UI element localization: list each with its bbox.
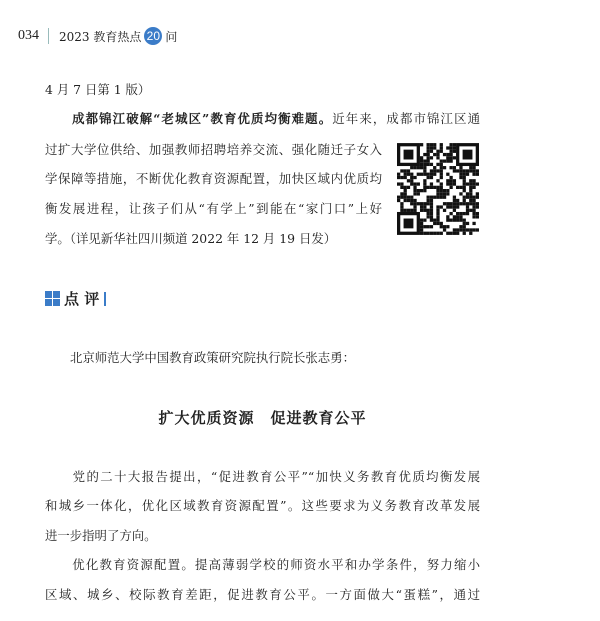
commentary-line: 优化教育资源配置。提高薄弱学校的师资水平和办学条件，努力缩小 xyxy=(45,557,480,572)
running-header xyxy=(18,26,177,46)
commentary-line: 进一步指明了方向。 xyxy=(45,528,157,543)
book-title-badge: 20 xyxy=(144,27,162,45)
commentary-author: 北京师范大学中国教育政策研究院执行院长张志勇： xyxy=(70,350,355,365)
news-line: 衡发展进程，让孩子们从“有学上”到能在“家门口”上好 xyxy=(45,201,382,216)
news-line: 过扩大学位供给、加强教师招聘培养交流、强化随迁子女入 xyxy=(45,142,382,157)
commentary-line: 区域、城乡、校际教育差距，促进教育公平。一方面做大“蛋糕”，通过 xyxy=(45,587,480,602)
news-line: 学保障等措施，不断优化教育资源配置，加快区域内优质均 xyxy=(45,171,382,186)
section-bar xyxy=(104,292,106,306)
news-line xyxy=(45,110,480,128)
book-title: 2023 教育热点 xyxy=(59,29,142,44)
commentary-title: 扩大优质资源 促进教育公平 xyxy=(158,409,367,427)
commentary-line: 党的二十大报告提出，“促进教育公平”“加快义务教育优质均衡发展 xyxy=(45,469,480,484)
page-number: 034 xyxy=(18,28,39,43)
grid-icon xyxy=(45,291,60,306)
news-text: 近年来，成都市锦江区通 xyxy=(332,111,481,126)
news-line: 4 月 7 日第 1 版） xyxy=(45,82,151,97)
qr-code-icon xyxy=(397,143,479,235)
news-line: 学。（详见新华社四川频道 2022 年 12 月 19 日发） xyxy=(45,231,337,246)
section-heading xyxy=(45,288,106,309)
section-label: 点 评 xyxy=(64,290,100,308)
news-headline: 成都锦江破解“老城区”教育优质均衡难题。 xyxy=(72,111,333,126)
commentary-line: 和城乡一体化，优化区域教育资源配置”。这些要求为义务教育改革发展 xyxy=(45,498,480,513)
book-title-suffix: 问 xyxy=(165,29,178,44)
header-divider xyxy=(48,28,49,44)
